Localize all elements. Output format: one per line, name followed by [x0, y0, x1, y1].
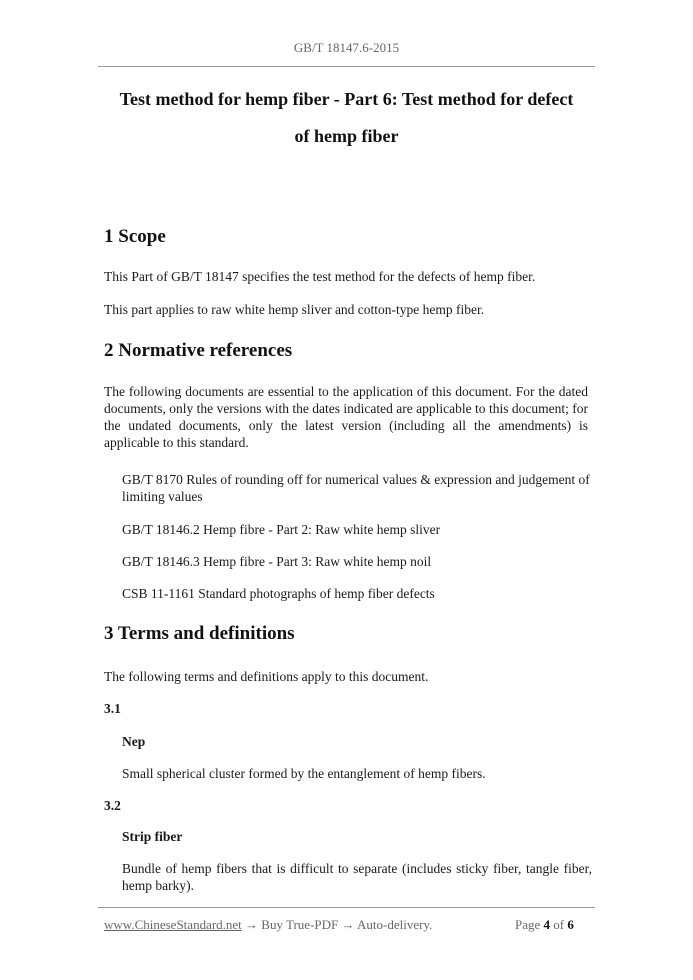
footer-divider	[98, 907, 595, 908]
arrow-icon: →	[341, 917, 355, 932]
document-title-line2: of hemp fiber	[294, 126, 399, 146]
section-heading-scope: 1 Scope	[104, 226, 166, 247]
terms-intro: The following terms and definitions apply to this document.	[104, 669, 429, 684]
header-divider	[98, 66, 595, 67]
page-label: Page	[515, 917, 541, 932]
normative-references-intro: The following documents are essential to the application of this document. For the dated documents, only the versions with the dates indicated are applicable to this document; for the undated documents, only the latest version (including all the amendments) is applicable to this standard.	[104, 384, 588, 450]
reference-item: GB/T 8170 Rules of rounding off for numerical values & expression and judgement of limiting values	[122, 472, 590, 504]
reference-item: CSB 11-1161 Standard photographs of hemp fiber defects	[122, 586, 435, 601]
of-label: of	[553, 917, 565, 932]
header-doc-id: GB/T 18147.6-2015	[293, 40, 400, 55]
term-definition: Small spherical cluster formed by the entanglement of hemp fibers.	[122, 766, 486, 781]
website-link[interactable]: www.ChineseStandard.net	[104, 917, 242, 932]
section-heading-normative-references: 2 Normative references	[104, 340, 293, 361]
term-number: 3.2	[104, 798, 121, 813]
document-title-line1: Test method for hemp fiber - Part 6: Test method for defect	[119, 89, 574, 109]
scope-paragraph-2: This part applies to raw white hemp sliver and cotton-type hemp fiber.	[104, 302, 485, 317]
arrow-icon: →	[245, 917, 259, 932]
reference-item: GB/T 18146.2 Hemp fibre - Part 2: Raw white hemp sliver	[122, 522, 441, 537]
page-current: 4	[543, 917, 551, 932]
term-name: Strip fiber	[122, 829, 183, 844]
scope-paragraph-1: This Part of GB/T 18147 specifies the test method for the defects of hemp fiber.	[104, 269, 536, 284]
term-number: 3.1	[104, 701, 121, 716]
footer-links	[104, 917, 432, 933]
reference-item: GB/T 18146.3 Hemp fibre - Part 3: Raw white hemp noil	[122, 554, 432, 569]
term-name: Nep	[122, 734, 146, 749]
page-indicator	[515, 917, 574, 933]
page-total: 6	[567, 917, 574, 932]
auto-delivery-text: Auto-delivery.	[357, 917, 433, 932]
term-definition: Bundle of hemp fibers that is difficult to separate (includes sticky fiber, tangle fiber, hemp barky).	[122, 861, 592, 893]
buy-true-pdf-link[interactable]: Buy True-PDF	[261, 917, 339, 932]
section-heading-terms-definitions: 3 Terms and definitions	[104, 623, 295, 644]
